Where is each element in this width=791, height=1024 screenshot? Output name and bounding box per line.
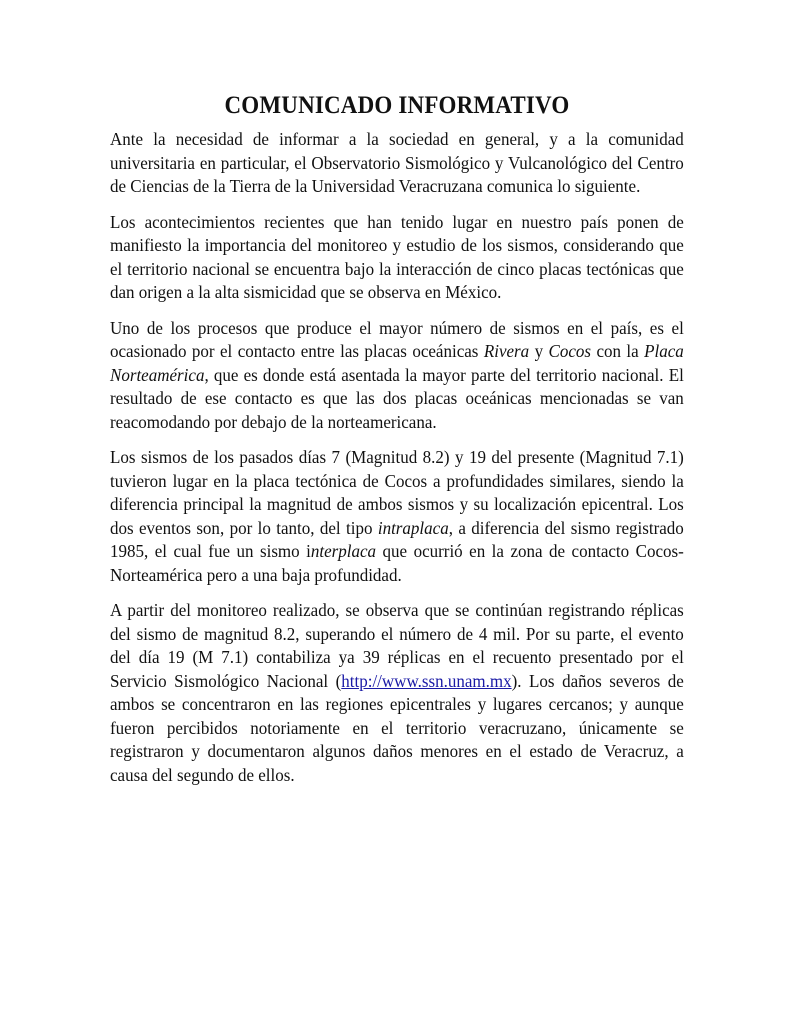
text-run: Uno de los procesos que produce el mayor número de sismos en el país, es el ocasionado por el contacto entre las placas oceánicas: [110, 317, 684, 361]
italic-cocos: Cocos: [548, 341, 592, 361]
ssn-link[interactable]: http://www.ssn.unam.mx: [341, 670, 512, 691]
text-run: Los sismos de los pasados días 7 (Magnitud 8.2) y 19 del presente (Magnitud 7.1) tuvieron lugar en la placa tectónica de Cocos a profundidades similares, siendo la diferencia principal la magnitud de ambos sismos y su localización epicentral. Los dos eventos son, por lo tanto, del tipo: [110, 447, 684, 538]
italic-rivera: Rivera: [483, 341, 530, 361]
document-title: COMUNICADO INFORMATIVO: [224, 92, 570, 119]
text-run: ). Los daños severos de ambos se concentraron en las regiones epicentrales y lugares cercanos; y aunque fueron percibidos notoriamente en el territorio veracruzano, únicamente se registraron y documentaron algunos daños menores en el estado de Veracruz, a causa del segundo de ellos.: [110, 670, 684, 785]
italic-placa-norteamerica: Placa Norteamérica: [110, 341, 684, 385]
text-run: , que es donde está asentada la mayor parte del territorio nacional. El resultado de ese contacto es que las dos placas oceánicas mencionadas se van reacomodando por debajo de la norteamericana.: [110, 364, 684, 432]
paragraph-intro: Ante la necesidad de informar a la sociedad en general, y a la comunidad universitaria en particular, el Observatorio Sismológico y Vulcanológico del Centro de Ciencias de la Tierra de la Universidad Veracruzana comunica lo siguiente.: [110, 129, 684, 196]
text-run: que ocurrió en la zona de contacto Cocos-Norteamérica pero a una baja profundidad.: [110, 541, 684, 585]
text-run: A partir del monitoreo realizado, se observa que se continúan registrando réplicas del sismo de magnitud 8.2, superando el número de 4 mil. Por su parte, el evento del día 19 (M 7.1) contabiliza ya 39 réplicas en el recuento presentado por el Servicio Sismológico Nacional (: [110, 600, 684, 691]
paragraph-monitoring: [110, 599, 684, 787]
text-run: , a diferencia del sismo registrado 1985, el cual fue un sismo i: [110, 517, 684, 561]
italic-interplaca: nterplaca: [310, 541, 377, 561]
italic-intraplaca: intraplaca: [377, 517, 449, 538]
text-run: y: [529, 341, 549, 361]
paragraph-tectonic-plates: [110, 317, 684, 435]
paragraph-earthquakes: [110, 446, 684, 587]
document-page: [110, 92, 684, 787]
text-run: con la: [591, 341, 645, 361]
paragraph-recent-events: Los acontecimientos recientes que han tenido lugar en nuestro país ponen de manifiesto la importancia del monitoreo y estudio de los sismos, considerando que el territorio nacional se encuentra bajo la interacción de cinco placas tectónicas que dan origen a la alta sismicidad que se observa en México.: [110, 211, 684, 302]
